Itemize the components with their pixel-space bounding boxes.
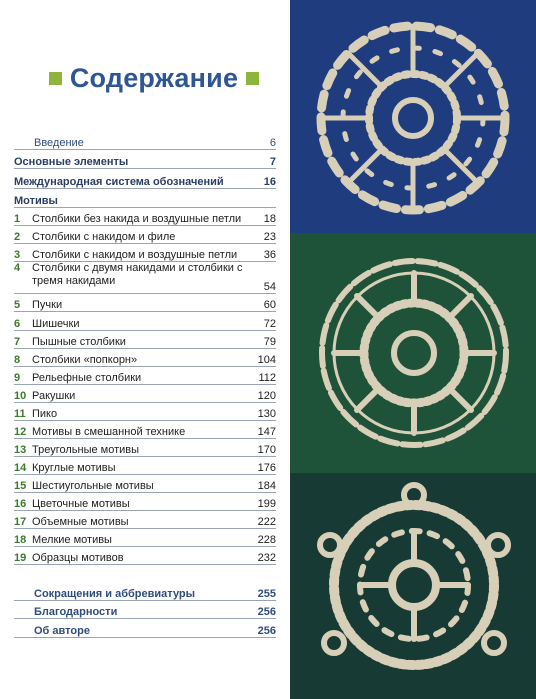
toc-chapter[interactable]: [14, 547, 276, 565]
chapter-label: Ракушки: [32, 390, 76, 402]
entry-page: 16: [263, 176, 276, 188]
toc-chapter[interactable]: [14, 331, 276, 349]
toc-chapter[interactable]: [14, 493, 276, 511]
chapter-number: 18: [14, 534, 27, 546]
entry-label: Об авторе: [34, 625, 90, 637]
toc-chapter[interactable]: [14, 349, 276, 367]
chapter-number: 6: [14, 318, 21, 330]
toc-chapter[interactable]: [14, 421, 276, 439]
chapter-number: 16: [14, 498, 27, 510]
chapter-number: 9: [14, 372, 21, 384]
toc-entry-about-author[interactable]: [14, 620, 276, 638]
photo-column: [290, 0, 536, 699]
toc-entry-acknowledgements[interactable]: [14, 601, 276, 619]
toc-entry-notation-system[interactable]: [14, 171, 276, 189]
chapter-label: Круглые мотивы: [32, 462, 116, 474]
chapter-label: Столбики с двумя накидами и столбики с тремя накидами: [32, 262, 243, 287]
toc-entry-intro[interactable]: [14, 132, 276, 150]
chapter-page: 184: [257, 480, 276, 492]
chapter-number: 13: [14, 444, 27, 456]
entry-page: 6: [269, 137, 276, 149]
chapter-page: 18: [263, 213, 276, 225]
entry-page: 255: [257, 588, 276, 600]
chapter-label: Образцы мотивов: [32, 552, 124, 564]
chapter-label: Цветочные мотивы: [32, 498, 130, 510]
chapter-page: 104: [257, 354, 276, 366]
chapter-label: Шишечки: [32, 318, 80, 330]
entry-label: Международная система обозначений: [14, 176, 224, 188]
entry-page: 256: [257, 625, 276, 637]
chapter-page: 170: [257, 444, 276, 456]
entry-page: 7: [269, 156, 276, 168]
entry-label: Сокращения и аббревиатуры: [34, 588, 196, 600]
section-header: Мотивы: [14, 195, 58, 207]
chapter-number: 17: [14, 516, 27, 528]
crochet-motif-picot-icon: [290, 473, 536, 699]
toc-chapter[interactable]: [14, 367, 276, 385]
chapter-number: 3: [14, 249, 21, 261]
chapter-number: 2: [14, 231, 21, 243]
chapter-page: 222: [257, 516, 276, 528]
toc-chapter[interactable]: [14, 226, 276, 244]
toc-chapter[interactable]: [14, 262, 276, 294]
chapter-page: 130: [257, 408, 276, 420]
title-square-right-icon: [246, 72, 259, 85]
entry-page: 256: [257, 606, 276, 618]
chapter-page: 232: [257, 552, 276, 564]
toc-chapter[interactable]: [14, 475, 276, 493]
chapter-page: 112: [258, 372, 276, 384]
entry-label: Введение: [34, 137, 84, 149]
chapter-number: 4: [14, 262, 21, 274]
chapter-page: 54: [263, 281, 276, 293]
chapter-number: 12: [14, 426, 27, 438]
chapter-label: Пико: [32, 408, 58, 420]
chapter-label: Столбики «попкорн»: [32, 354, 138, 366]
entry-label: Основные элементы: [14, 156, 129, 168]
chapter-number: 7: [14, 336, 21, 348]
toc-chapter[interactable]: [14, 294, 276, 312]
toc-chapter[interactable]: [14, 313, 276, 331]
chapter-number: 8: [14, 354, 21, 366]
toc-chapter[interactable]: [14, 208, 276, 226]
chapter-page: 36: [263, 249, 276, 261]
toc-chapter[interactable]: [14, 457, 276, 475]
toc-entry-basic-elements[interactable]: [14, 151, 276, 169]
chapter-page: 199: [257, 498, 276, 510]
chapter-page: 176: [257, 462, 276, 474]
photo-panel-dark: [290, 473, 536, 699]
chapter-number: 10: [14, 390, 27, 402]
chapter-label: Мелкие мотивы: [32, 534, 112, 546]
toc-chapter[interactable]: [14, 244, 276, 262]
page-title: [34, 58, 274, 98]
chapter-number: 14: [14, 462, 27, 474]
chapter-page: 120: [257, 390, 276, 402]
chapter-page: 72: [263, 318, 276, 330]
title-text: Содержание: [69, 62, 239, 93]
title-square-left-icon: [49, 72, 62, 85]
chapter-number: 1: [14, 213, 21, 225]
chapter-label: Столбики с накидом и филе: [32, 231, 176, 243]
chapter-label: Объемные мотивы: [32, 516, 129, 528]
chapter-number: 11: [14, 408, 26, 420]
crochet-motif-scalloped-icon: [290, 0, 536, 233]
toc-chapter[interactable]: [14, 511, 276, 529]
chapter-page: 147: [257, 426, 276, 438]
photo-panel-blue: [290, 0, 536, 233]
chapter-page: 228: [257, 534, 276, 546]
toc-chapter[interactable]: [14, 529, 276, 547]
chapter-label: Треугольные мотивы: [32, 444, 140, 456]
toc-chapter[interactable]: [14, 403, 276, 421]
chapter-label: Пучки: [32, 299, 63, 311]
chapter-page: 23: [263, 231, 276, 243]
chapter-label: Мотивы в смешанной технике: [32, 426, 186, 438]
photo-panel-green: [290, 233, 536, 473]
toc-chapter[interactable]: [14, 385, 276, 403]
toc-chapter[interactable]: [14, 439, 276, 457]
chapter-number: 19: [14, 552, 27, 564]
chapter-label: Шестиугольные мотивы: [32, 480, 154, 492]
chapter-page: 60: [263, 299, 276, 311]
entry-label: Благодарности: [34, 606, 118, 618]
chapter-label: Пышные столбики: [32, 336, 126, 348]
toc-section-motifs: [14, 190, 276, 208]
chapter-page: 79: [263, 336, 276, 348]
chapter-label: Столбики без накида и воздушные петли: [32, 213, 242, 225]
crochet-motif-round-icon: [290, 233, 536, 473]
toc-entry-abbreviations[interactable]: [14, 583, 276, 601]
chapter-label: Столбики с накидом и воздушные петли: [32, 249, 238, 261]
chapter-number: 5: [14, 299, 21, 311]
chapter-number: 15: [14, 480, 27, 492]
chapter-label: Рельефные столбики: [32, 372, 142, 384]
